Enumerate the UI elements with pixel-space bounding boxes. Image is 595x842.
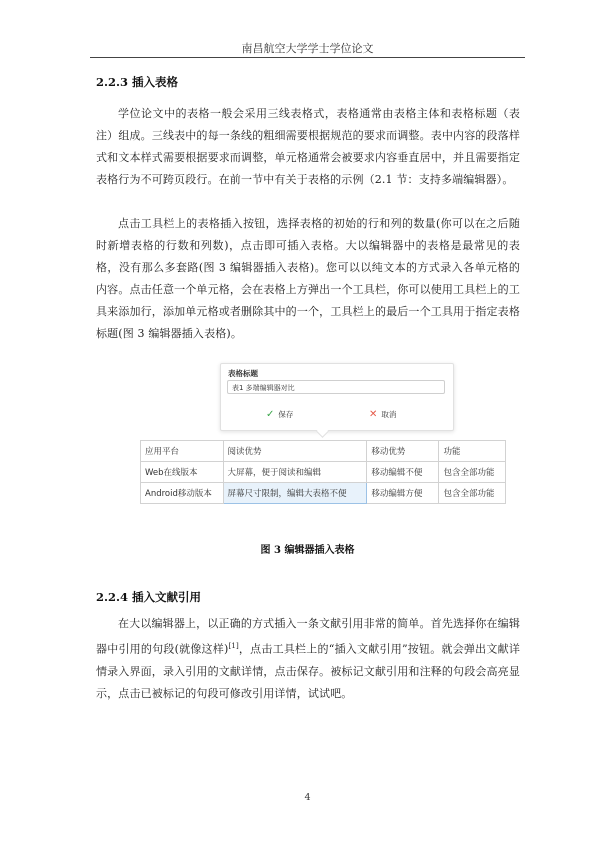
citation-marker[interactable]: [1]	[228, 642, 239, 650]
table-cell[interactable]: 包含全部功能	[439, 462, 506, 483]
popup-title: 表格标题	[228, 369, 258, 378]
header-rule	[90, 57, 525, 58]
table-header-row	[141, 441, 506, 462]
check-icon: ✓	[266, 409, 275, 420]
table-cell[interactable]: Web在线版本	[141, 462, 224, 483]
paragraph-text: ，点击工具栏上的“插入文献引用”按钮。就会弹出文献详情录入界面，录入引用的文献详情，点击保存。被标记文献引用和注释的句段会高亮显示，点击已被标记的句段可修改引用详情，试试吧。	[96, 642, 520, 700]
section-heading-insert-citation: 2.2.4 插入文献引用	[96, 590, 202, 604]
table-cell[interactable]: 应用平台	[141, 441, 224, 462]
running-header: 南昌航空大学学士学位论文	[241, 42, 374, 55]
caption-input[interactable]: 表1 多端编辑器对比	[227, 380, 445, 394]
table-cell[interactable]: 大屏幕，便于阅读和编辑	[223, 462, 367, 483]
table-cell[interactable]: Android移动版本	[141, 483, 224, 504]
editor-table	[140, 440, 506, 504]
cancel-label: 取消	[381, 410, 397, 419]
close-icon: ✕	[369, 409, 378, 420]
save-label: 保存	[278, 410, 294, 419]
table-cell[interactable]: 功能	[439, 441, 506, 462]
table-caption-popup	[220, 363, 454, 431]
table-cell[interactable]: 移动编辑不便	[367, 462, 439, 483]
paragraph: 学位论文中的表格一般会采用三线表格式，表格通常由表格主体和表格标题（表注）组成。三线表中的每一条线的粗细需要根据规范的要求而调整。表中内容的段落样式和文本样式需要根据要求而调整，单元格通常会被要求内容垂直居中，并且需要指定表格行为不可跨页段行。在前一节中有关于表格的示例（2.1 节：支持多端编辑器）。	[96, 107, 520, 186]
selected-table-cell[interactable]: 屏幕尺寸限制，编辑大表格不便	[223, 483, 367, 504]
table-row	[141, 462, 506, 483]
table-cell[interactable]: 包含全部功能	[439, 483, 506, 504]
section-heading-insert-table: 2.2.3 插入表格	[96, 75, 179, 89]
editor-figure	[140, 363, 506, 519]
table-cell[interactable]: 移动优势	[367, 441, 439, 462]
page-number: 4	[304, 792, 311, 803]
table-row	[141, 483, 506, 504]
table-cell[interactable]: 移动编辑方便	[367, 483, 439, 504]
paragraph-text: 在大以编辑器上，以正确的方式插入一条文献引用非常的简单。首先选择你在编辑器中引用的句段(就像这样)	[96, 617, 520, 656]
paragraph	[96, 613, 520, 705]
cancel-button[interactable]	[369, 409, 396, 420]
figure-caption: 图 3 编辑器插入表格	[260, 545, 355, 556]
table-cell[interactable]: 阅读优势	[223, 441, 367, 462]
paragraph: 点击工具栏上的表格插入按钮，选择表格的初始的行和列的数量(你可以在之后随时新增表格的行数和列数)，点击即可插入表格。大以编辑器中的表格是最常见的表格，没有那么多套路(图 3 编辑器插入表格)。您可以以纯文本的方式录入各单元格的内容。点击任意一个单元格，会在表格上方弹出一个工具栏，你可以使用工具栏上的工具来添加行，添加单元格或者删除其中的一个，工具栏上的最后一个工具用于指定表格标题(图 3 编辑器插入表格)。	[96, 217, 520, 340]
save-button[interactable]	[266, 409, 293, 420]
